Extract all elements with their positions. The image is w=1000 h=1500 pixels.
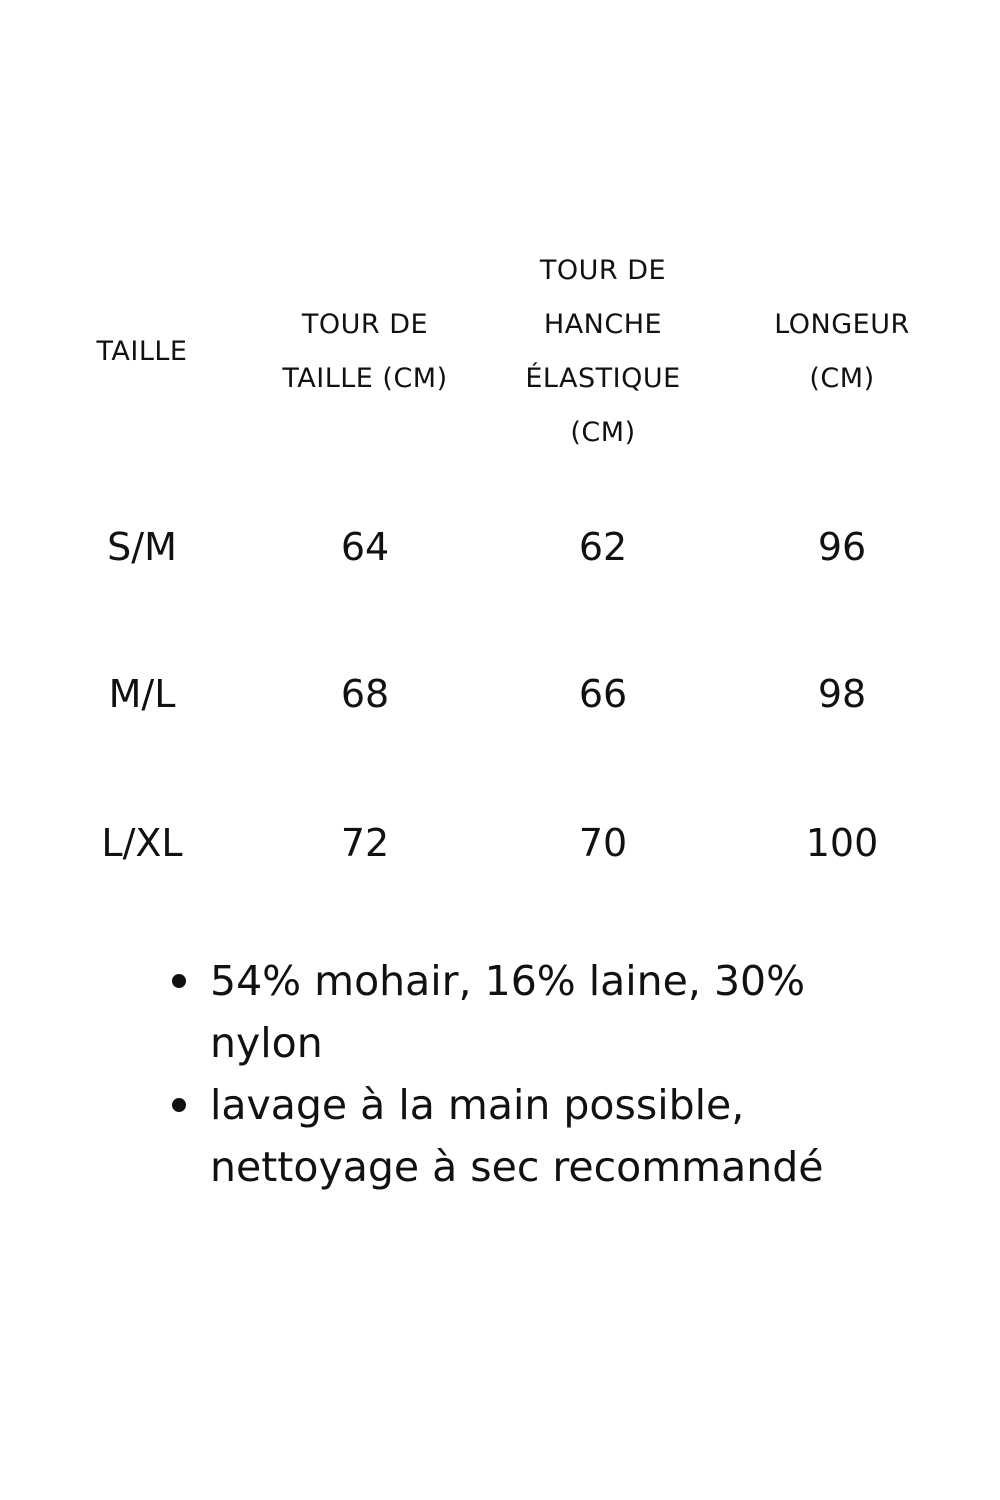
- bullet-icon: [172, 1098, 186, 1112]
- header-line: TOUR DE: [539, 255, 667, 286]
- header-taille: [97, 325, 188, 379]
- header-tour-de-taille: [282, 298, 447, 406]
- header-line: ÉLASTIQUE: [525, 363, 681, 394]
- size-label-cell: S/M: [107, 525, 177, 569]
- header-longeur: [774, 298, 910, 406]
- note-line: 54% mohair, 16% laine, 30%: [210, 957, 806, 1005]
- note-item-care: [170, 1074, 870, 1198]
- header-line: HANCHE: [543, 309, 663, 340]
- bullet-icon: [172, 974, 186, 988]
- waist-cell: 64: [340, 525, 390, 569]
- header-line: LONGEUR: [774, 309, 910, 340]
- length-cell: 96: [817, 525, 867, 569]
- waist-cell: 68: [340, 672, 390, 716]
- hip-cell: 70: [578, 821, 628, 865]
- header-line: (CM): [570, 417, 636, 448]
- header-line: (CM): [809, 363, 875, 394]
- waist-cell: 72: [340, 821, 390, 865]
- size-label-cell: M/L: [108, 672, 176, 716]
- header-tour-de-hanche: [525, 244, 680, 460]
- length-cell: 98: [817, 672, 867, 716]
- note-line: lavage à la main possible,: [210, 1081, 745, 1129]
- size-label-cell: L/XL: [101, 821, 183, 865]
- note-item-composition: [170, 950, 870, 1074]
- hip-cell: 62: [578, 525, 628, 569]
- note-line: nylon: [210, 1019, 323, 1067]
- hip-cell: 66: [578, 672, 628, 716]
- header-line: TAILLE: [96, 336, 188, 367]
- header-line: TOUR DE: [301, 309, 429, 340]
- product-notes: [170, 950, 870, 1198]
- header-line: TAILLE (CM): [282, 363, 448, 394]
- note-line: nettoyage à sec recommandé: [210, 1143, 824, 1191]
- length-cell: 100: [805, 821, 879, 865]
